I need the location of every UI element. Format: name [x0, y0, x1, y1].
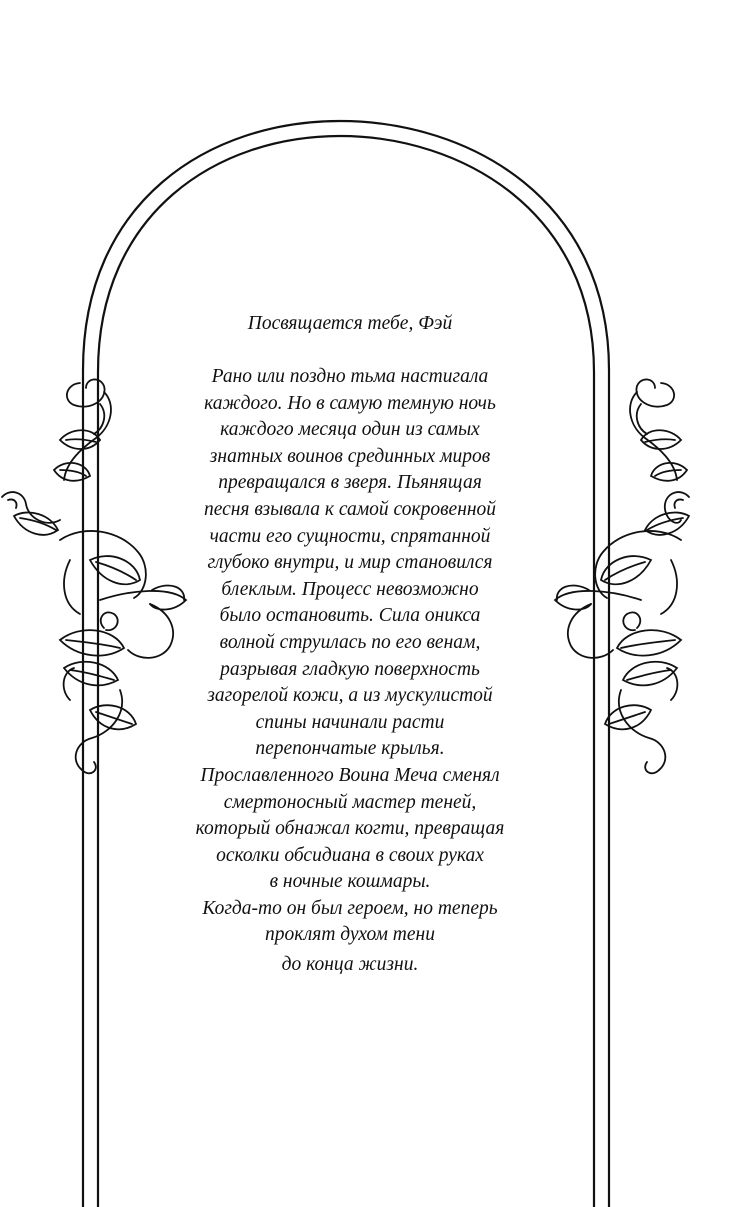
poem-line: каждого месяца один из самых [220, 419, 480, 441]
poem-line: который обнажал когти, превращая [195, 818, 505, 840]
poem-line: проклят духом тени [265, 924, 435, 946]
right-floral-ornament-icon [555, 379, 689, 773]
poem-line: Когда-то он был героем, но теперь [202, 897, 498, 919]
poem-line: загорелой кожи, а из мускулистой [207, 685, 493, 707]
poem-line: осколки обсидиана в своих руках [216, 844, 484, 866]
dedication-line: Посвящается тебе, Фэй [247, 313, 453, 334]
poem-line: превращался в зверя. Пьянящая [218, 472, 482, 494]
poem-line: в ночные кошмары. [269, 871, 431, 893]
epigraph-text [160, 364, 540, 979]
poem-line: глубоко внутри, и мир становился [207, 552, 493, 574]
poem-line: перепончатые крылья. [255, 738, 445, 760]
poem-line: знатных воинов срединных миров [209, 445, 491, 467]
poem-line: спины начинали расти [255, 711, 445, 733]
left-floral-ornament-icon [2, 379, 186, 773]
poem-line: каждого. Но в самую темную ночь [204, 392, 496, 414]
poem-line: разрывая гладкую поверхность [220, 658, 480, 680]
poem-line: было остановить. Сила оникса [219, 605, 481, 627]
poem-line: смертоносный мастер теней, [223, 791, 477, 813]
poem-line: части его сущности, спрятанной [209, 525, 491, 547]
poem-line: волной струилась по его венам, [219, 631, 481, 653]
poem-line: песня взывала к самой сокровенной [203, 498, 497, 520]
poem-line: блеклым. Процесс невозможно [221, 578, 479, 600]
poem-line: Рано или поздно тьма настигала [211, 366, 489, 387]
poem-line: до конца жизни. [281, 954, 419, 976]
poem-line: Прославленного Воина Меча сменял [200, 764, 500, 786]
